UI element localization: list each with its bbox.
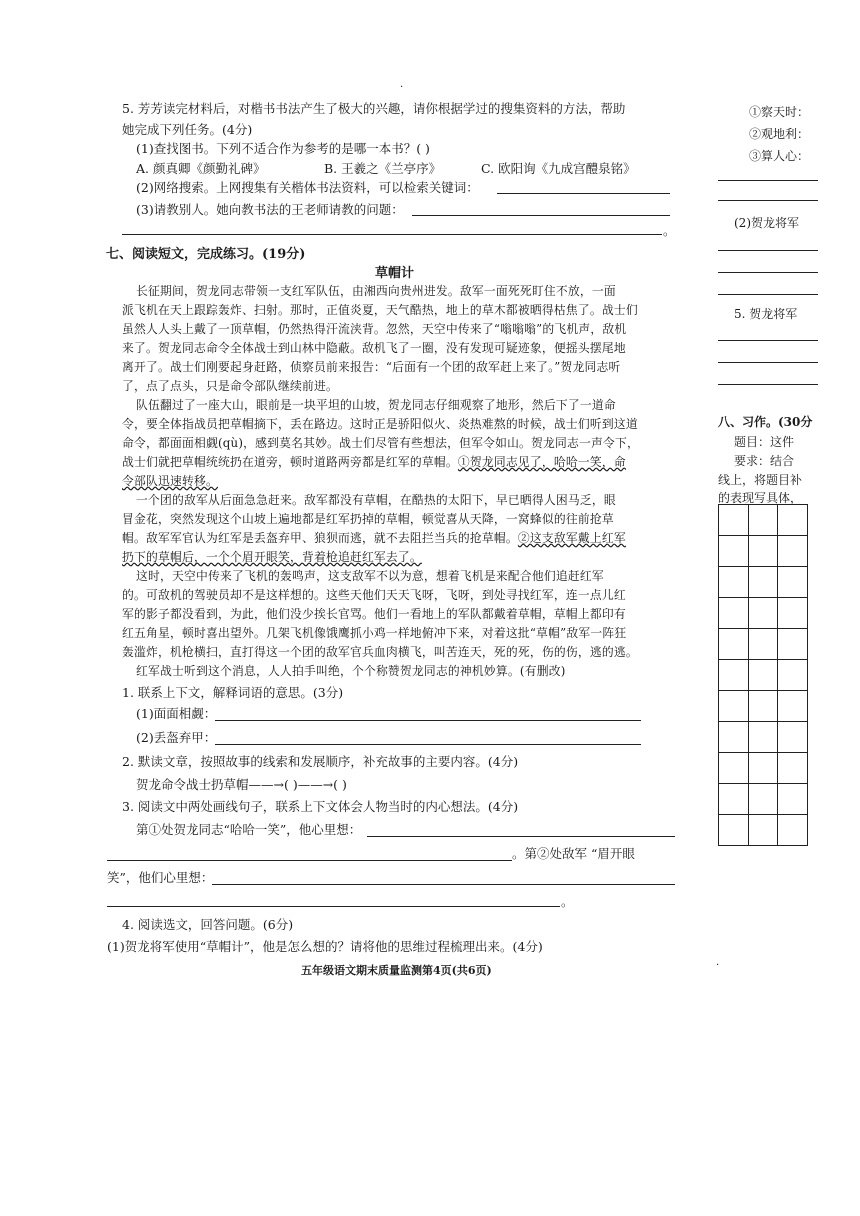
right-section8: 八、习作。(30分 — [718, 415, 813, 429]
story-line — [122, 548, 422, 565]
story-line: 命令，都面面相觑(qù)，感到莫名其妙。战士们尽管有些想法，但军令如山。贺龙同志一声令下， — [122, 436, 640, 450]
right-answer-line[interactable] — [718, 294, 818, 295]
story-text: 战士们就把草帽统统扔在道旁，顿时道路两旁都是红军的草帽。 — [122, 455, 458, 469]
q5-option-a: A. 颜真卿《颜勤礼碑》 — [136, 161, 266, 176]
story-line — [122, 472, 218, 489]
question-3-end-mark: 。 — [561, 894, 574, 909]
story-text: 帽。敌军军官认为红军是丢盔弃甲、狼狈而逃，就不去阻拦当兵的抢草帽。 — [122, 531, 518, 545]
story-line: 派飞机在天上跟踪轰炸、扫射。那时，正值炎夏，天气酷热，地上的草木都被晒得枯焦了。战士们 — [122, 303, 638, 317]
story-line — [122, 453, 626, 470]
question-3b-label: 。第②处敌军 “眉开眼 — [512, 846, 635, 861]
question-3c-answer-line[interactable] — [212, 884, 675, 885]
q5-sub1: (1)查找图书。下列不适合作为参考的是哪一本书？( ) — [136, 141, 430, 156]
q5-option-c: C. 欧阳询《九成宫醴泉铭》 — [481, 161, 636, 176]
q5-intro-2: 她完成下列任务。(4分) — [122, 122, 253, 137]
question-3a-answer-line-2[interactable] — [107, 860, 512, 861]
right-answer-line[interactable] — [718, 180, 818, 181]
right-q2: (2)贺龙将军 — [734, 216, 799, 230]
q5-sub3-answer-line-2[interactable] — [122, 234, 662, 235]
question-3a-answer-line[interactable] — [367, 836, 675, 837]
q5-option-b: B. 王羲之《兰亭序》 — [324, 161, 442, 176]
right-line-1: 线上，将题目补 — [718, 473, 803, 487]
underlined-sentence-2: ②这支敌军戴上红军 — [517, 531, 626, 545]
story-line: 来了。贺龙同志命令全体战士到山林中隐蔽。敌机飞了一圈，没有发现可疑迹象，便摇头摆尾地 — [122, 341, 626, 355]
right-answer-line[interactable] — [718, 272, 818, 273]
right-answer-line[interactable] — [718, 340, 818, 341]
right-item-2: ②观地利： — [749, 127, 810, 141]
story-line: 离开了。战士们刚要起身赶路，侦察员前来报告：“后面有一个团的敌军赶上来了。”贺龙同志听 — [122, 360, 621, 374]
writing-grid[interactable] — [718, 504, 808, 846]
q5-sub2-answer-line[interactable] — [497, 193, 670, 194]
right-item-1: ①察天时： — [749, 105, 810, 119]
scan-dot: · — [716, 960, 720, 971]
right-topic: 题目：这件 — [734, 435, 795, 449]
right-answer-line[interactable] — [718, 200, 818, 201]
q5-sub2: (2)网络搜索。上网搜集有关楷体书法资料，可以检索关键词： — [136, 180, 479, 195]
question-1b-label: (2)丢盔弃甲： — [136, 730, 217, 745]
story-line: 长征期间，贺龙同志带领一支红军队伍，由湘西向贵州进发。敌军一面死死盯住不放，一面 — [136, 284, 616, 298]
page-footer: 五年级语文期末质量监测第4页(共6页) — [301, 964, 492, 977]
q5-sub3: (3)请教别人。她向教书法的王老师请教的问题： — [136, 202, 404, 217]
story-line — [122, 529, 626, 546]
q5-sub3-answer-line[interactable] — [412, 215, 670, 216]
right-answer-line[interactable] — [718, 384, 818, 385]
question-3a-label: 第①处贺龙同志“哈哈一笑”，他心里想： — [136, 822, 362, 837]
right-item-3: ③算人心： — [749, 149, 810, 163]
question-1: 1. 联系上下文，解释词语的意思。(3分) — [122, 685, 344, 700]
story-line: 冒金花，突然发现这个山坡上遍地都是红军扔掉的草帽，顿觉喜从天降，一窝蜂似的往前抢草 — [122, 512, 614, 526]
question-3: 3. 阅读文中两处画线句子，联系上下文体会人物当时的内心想法。(4分) — [122, 799, 519, 814]
right-answer-line[interactable] — [718, 362, 818, 363]
question-4: 4. 阅读选文，回答问题。(6分) — [122, 917, 294, 932]
right-answer-line[interactable] — [718, 250, 818, 251]
story-line: 红五角星，顿时喜出望外。几架飞机像饿鹰抓小鸡一样地俯冲下来，对着这批“草帽”敌军一阵狂 — [122, 626, 627, 640]
question-2-flow[interactable]: 贺龙命令战士扔草帽——→( )——→( ) — [136, 777, 347, 792]
story-line: 军的影子都没看到，为此，他们没少挨长官骂。他们一看地上的军队都戴着草帽，草帽上都印有 — [122, 607, 626, 621]
story-line: 令，要全体指战员把草帽摘下，丢在路边。这时正是骄阳似火、炎热难熬的时候，战士们听到这道 — [122, 417, 638, 431]
question-4a: (1)贺龙将军使用“草帽计”，他是怎么想的？请将他的思维过程梳理出来。(4分) — [107, 939, 543, 954]
question-3c-answer-line-2[interactable] — [107, 906, 560, 907]
q5-end-mark: 。 — [663, 223, 676, 238]
question-1a-answer-line[interactable] — [215, 720, 641, 721]
question-1b-answer-line[interactable] — [215, 744, 641, 745]
right-q5: 5. 贺龙将军 — [734, 307, 798, 321]
question-3c-label: 笑”，他们心里想： — [107, 870, 214, 885]
question-2: 2. 默读文章，按照故事的线索和发展顺序，补充故事的主要内容。(4分) — [122, 754, 519, 769]
story-line: 一个团的敌军从后面急急赶来。敌军都没有草帽，在酷热的太阳下，早已晒得人困马乏，眼 — [136, 493, 616, 507]
right-requirement: 要求：结合 — [734, 454, 795, 468]
story-line: 队伍翻过了一座大山，眼前是一块平坦的山坡，贺龙同志仔细观察了地形，然后下了一道命 — [136, 398, 616, 412]
story-title: 草帽计 — [375, 266, 415, 281]
question-1a-label: (1)面面相觑： — [136, 706, 217, 721]
story-line: 了，点了点头，只是命令部队继续前进。 — [122, 379, 338, 393]
story-line: 的。可敌机的驾驶员却不是这样想的。这些天他们天天飞呀，飞呀，到处寻找红军，连一点儿红 — [122, 588, 626, 602]
scan-dot: · — [400, 82, 404, 93]
underlined-sentence-2-end: 扔下的草帽后，一个个眉开眼笑，背着枪追赶红军去了。 — [122, 550, 422, 564]
story-line: 这时，天空中传来了飞机的轰鸣声，这支敌军不以为意，想着飞机是来配合他们追赶红军 — [136, 569, 604, 583]
q5-intro-1: 5. 芳芳读完材料后，对楷书书法产生了极大的兴趣，请你根据学过的搜集资料的方法，帮助 — [122, 101, 626, 116]
story-paragraph-5: 红军战士听到这个消息，人人拍手叫绝，个个称赞贺龙同志的神机妙算。(有删改) — [136, 664, 566, 678]
section7-heading: 七、阅读短文，完成练习。(19分) — [106, 247, 306, 262]
underlined-sentence-1-end: 令部队迅速转移。 — [122, 474, 218, 488]
story-line: 虽然人人头上戴了一顶草帽，仍然热得汗流浃背。忽然，天空中传来了“嗡嗡嗡”的飞机声，敌机 — [122, 322, 627, 336]
right-line-2: 的表现写具体， — [718, 491, 803, 505]
story-line: 轰滥炸，机枪横扫，直打得这一个团的敌军官兵血肉横飞，叫苦连天，死的死，伤的伤，逃的逃。 — [122, 645, 638, 659]
underlined-sentence-1: ①贺龙同志见了，哈哈一笑，命 — [457, 455, 626, 469]
